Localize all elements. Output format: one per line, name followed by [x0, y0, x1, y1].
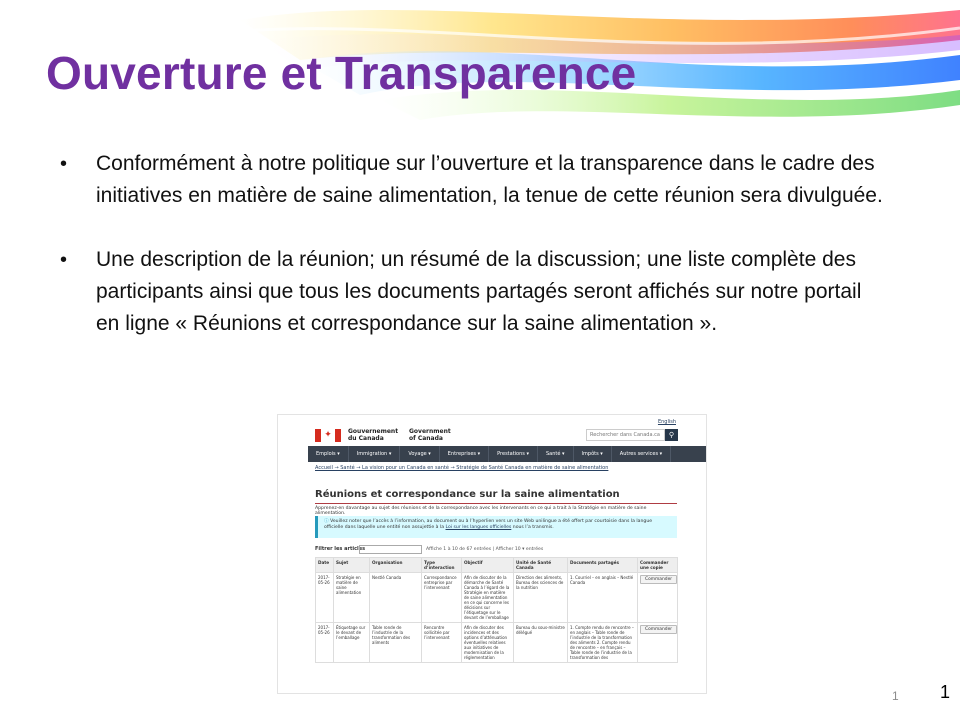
bullet-item: [60, 148, 890, 212]
entries-info: Affiche 1 à 10 de 67 entrées | Afficher 10 ▾ entrées: [426, 547, 544, 552]
bullet-text: Une description de la réunion; un résumé de la discussion; une liste complète des participants ainsi que tous les documents partagés seront affichés sur notre portail en ligne « Réunions et correspondance sur la saine alimentation ».: [96, 248, 862, 335]
column-header: Documents partagés: [568, 558, 638, 573]
menu-item: Prestations ▾: [489, 446, 538, 462]
column-header: Commander une copie: [638, 558, 678, 573]
info-notice: ⓘ Veuillez noter que l’accès à l’information, au document ou à l’hyperlien vers un site Web unilingue a été offert par courtoisie dans la langue officielle dans laquelle une entité non assujettie à la Loi sur les langues officielles nous l’a transmis.: [315, 516, 677, 538]
info-icon: ⓘ: [324, 519, 331, 524]
gov-wordmark-en: Government of Canada: [409, 428, 451, 442]
column-header: Type d’interaction: [422, 558, 462, 573]
column-header: Sujet: [334, 558, 370, 573]
filter-input: [359, 545, 422, 554]
order-button: Commander: [640, 575, 677, 584]
slide-number: 1: [940, 682, 951, 702]
table-row: 2017-05-26 Étiquetage sur le devant de l’emballage Table ronde de l’industrie de la transformation des aliments Rencontre sollicitée par l’intervenant Afin de discuter des incidences et des options d’atténuation éventuelles relatives aux initiatives de modernisation de la réglementation Bureau du sous-ministre délégué 1. Compte rendu de rencontre – en anglais – Table ronde de l’industrie de la transformation des aliments 2. Compte rendu de rencontre – en français – Table ronde de l’industrie de la transformation des Commander: [316, 623, 678, 663]
column-header: Objectif: [462, 558, 514, 573]
breadcrumb: Accueil → Santé → La vision pour un Canada en santé → Stratégie de Santé Canada en matière de saine alimentation: [315, 465, 609, 471]
bullet-item: [60, 244, 890, 340]
bullet-list: [60, 148, 890, 340]
slide-title: Ouverture et Transparence: [46, 47, 637, 99]
menu-item: Emplois ▾: [308, 446, 349, 462]
bullet-glyph: •: [60, 249, 68, 271]
menu-item: Impôts ▾: [574, 446, 612, 462]
site-menu: [308, 446, 707, 462]
column-header: Organisation: [370, 558, 422, 573]
search-input: Rechercher dans Canada.ca: [586, 429, 665, 441]
column-header: Date: [316, 558, 334, 573]
embedded-webpage-screenshot: [277, 414, 707, 694]
slide-number-placeholder: 1: [892, 689, 899, 703]
table-header-row: [316, 558, 678, 573]
search-icon: ⚲: [665, 429, 678, 441]
gov-wordmark-fr: Gouvernement du Canada: [348, 428, 399, 442]
menu-item: Immigration ▾: [349, 446, 401, 462]
meetings-table: [315, 557, 678, 663]
heading-underline: [315, 503, 677, 504]
menu-item: Autres services ▾: [612, 446, 671, 462]
bullet-glyph: •: [60, 153, 68, 175]
page-heading: Réunions et correspondance sur la saine alimentation: [315, 489, 620, 500]
column-header: Unité de Santé Canada: [514, 558, 568, 573]
table-row: 2017-05-26 Stratégie en matière de saine alimentation Nestlé Canada Correspondance entreprise par l’intervenant Afin de discuter de la démarche de Santé Canada à l’égard de la Stratégie en matière de saine alimentation en ce qui concerne les décisions sur l’étiquetage sur le devant de l’emballage Direction des aliments, Bureau des sciences de la nutrition 1. Courriel – en anglais – Nestlé Canada Commander: [316, 573, 678, 623]
menu-item: Entreprises ▾: [440, 446, 489, 462]
bullet-text: Conformément à notre politique sur l’ouverture et la transparence dans le cadre des initiatives en matière de saine alimentation, la tenue de cette réunion sera divulguée.: [96, 152, 883, 207]
menu-item: Voyage ▾: [400, 446, 439, 462]
menu-item: Santé ▾: [538, 446, 574, 462]
english-link: English: [657, 419, 676, 425]
filter-label: Filtrer les articles: [315, 546, 366, 552]
canada-flag-icon: ✦: [315, 429, 341, 442]
intro-text: Apprenez-en davantage au sujet des réunions et de la correspondance avec les intervenants en ce qui a trait à la Stratégie en matière de saine alimentation.: [315, 506, 647, 516]
order-button: Commander: [640, 625, 677, 634]
